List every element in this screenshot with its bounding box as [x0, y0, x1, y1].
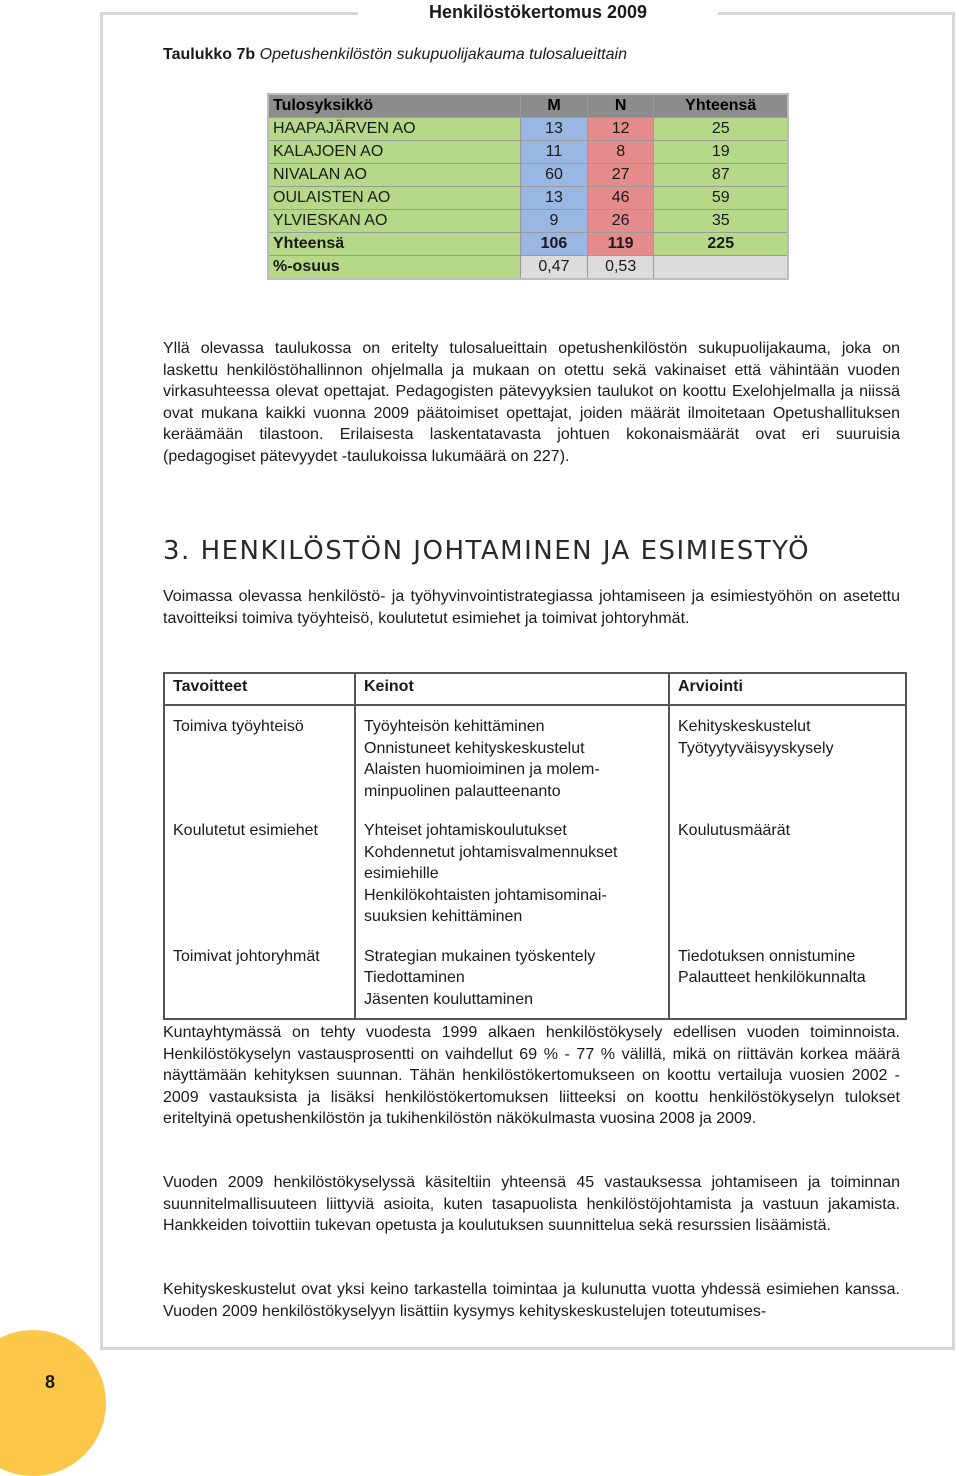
evaluation-cell	[669, 936, 906, 1020]
header-goals: Tavoitteet	[164, 673, 355, 705]
table-caption-label: Taulukko 7b	[163, 46, 256, 63]
means-cell	[355, 705, 669, 810]
means-cell	[355, 810, 669, 936]
evaluation-line: Palautteet henkilökunnalta	[678, 969, 866, 986]
table-row	[268, 164, 788, 187]
total-cell: 59	[654, 187, 788, 210]
evaluation-cell	[669, 705, 906, 810]
header-total: Yhteensä	[654, 94, 788, 118]
evaluation-line: Koulutusmäärät	[678, 822, 791, 839]
means-line: Yhteiset johtamiskoulutukset	[364, 822, 567, 839]
n-cell: 119	[587, 233, 654, 256]
header-rule-right	[718, 12, 955, 15]
unit-cell: Yhteensä	[268, 233, 521, 256]
header-rule-left	[100, 12, 358, 15]
goal-text: Koulutetut esimiehet	[173, 822, 318, 839]
means-line: Työyhteisön kehittäminen	[364, 718, 545, 735]
n-cell: 26	[587, 210, 654, 233]
table-percent-row	[268, 256, 788, 280]
n-cell: 27	[587, 164, 654, 187]
n-cell: 46	[587, 187, 654, 210]
total-cell: 87	[654, 164, 788, 187]
evaluation-line: Työtyytyväisyyskysely	[678, 739, 834, 757]
goal-cell	[164, 936, 355, 1020]
evaluation-line: Tiedotuksen onnistumine	[678, 947, 856, 965]
unit-cell: KALAJOEN AO	[268, 141, 521, 164]
unit-cell: %-osuus	[268, 256, 521, 280]
goal-cell	[164, 705, 355, 810]
table-header-row	[268, 94, 788, 118]
means-line: suuksien kehittäminen	[364, 908, 523, 925]
unit-cell: YLVIESKAN AO	[268, 210, 521, 233]
total-cell: 25	[654, 118, 788, 141]
goal-cell	[164, 810, 355, 936]
report-title: Henkilöstökertomus 2009	[428, 2, 648, 22]
n-cell: 12	[587, 118, 654, 141]
m-cell: 13	[521, 187, 588, 210]
table-row	[268, 187, 788, 210]
table-row	[268, 118, 788, 141]
goals-header-row	[164, 673, 906, 705]
means-line: Jäsenten kouluttaminen	[364, 990, 533, 1008]
total-cell: 225	[654, 233, 788, 256]
means-line: Kohdennetut johtamisvalmennukset	[364, 843, 618, 861]
paragraph-survey-history: Kuntayhtymässä on tehty vuodesta 1999 alkaen henkilöstökysely edellisen vuoden toiminnoista. Henkilöstökyselyn vastausprosentti on vaihdellut 69 % - 77 % välillä, mikä on riittävän korkea määrä näyttämään kehityksen suunnan. Tähän henkilöstökertomukseen on koottu vertailuja vuosien 2002 - 2009 vastauksista ja lisäksi henkilöstökertomuksen liitteeksi on koottu henkilöstökyselyn tulokset eriteltyinä opetushenkilöstön ja tukihenkilöstön näkökulmasta vuosina 2008 ja 2009.	[163, 1024, 900, 1127]
n-cell: 0,53	[587, 256, 654, 280]
paragraph-development-discussions: Kehityskeskustelut ovat yksi keino tarkastella toimintaa ja kulunutta vuotta yhdessä esimiehen kanssa. Vuoden 2009 henkilöstökyselyyn lisättiin kysymys kehityskeskustelujen toteutumises-	[163, 1281, 900, 1320]
unit-cell: NIVALAN AO	[268, 164, 521, 187]
means-line: esimiehille	[364, 865, 439, 882]
header-m: M	[521, 94, 588, 118]
header-unit: Tulosyksikkö	[268, 94, 521, 118]
goals-row	[164, 936, 906, 1020]
paragraph-table-explanation: Yllä olevassa taulukossa on eritelty tulosalueittain opetushenkilöstön sukupuolijakauma, joka on laskettu henkilöstöhallinnon ohjelmalla ja mukaan on otettu sekä vakinaiset että vähintään vuoden virkasuhteessa olevat opettajat. Pedagogisten pätevyyksien taulukot on koottu Exelohjelmalla ja niissä ovat mukana kaikki vuonna 2009 päätoimiset opettajat, joiden määrät ilmoitetaan Opetushallituksen keräämään tilastoon. Erilaisesta laskentatavasta johtuen kokonaismäärät ovat eri suuruisia (pedagogiset pätevyydet -taulukoissa lukumäärä on 227).	[163, 340, 900, 465]
means-line: Alaisten huomioiminen ja molem-	[364, 761, 600, 778]
goal-text: Toimivat johtoryhmät	[173, 947, 320, 965]
goals-row	[164, 705, 906, 810]
evaluation-line: Kehityskeskustelut	[678, 718, 811, 735]
gender-distribution-table	[267, 93, 789, 280]
means-line: Henkilökohtaisten johtamisominai-	[364, 886, 607, 904]
means-cell	[355, 936, 669, 1020]
means-line: Strategian mukainen työskentely	[364, 947, 596, 965]
page-number: 8	[44, 1372, 55, 1392]
m-cell: 0,47	[521, 256, 588, 280]
goals-row	[164, 810, 906, 936]
goals-table	[163, 672, 907, 1020]
table-row	[268, 210, 788, 233]
m-cell: 11	[521, 141, 588, 164]
goal-text: Toimiva työyhteisö	[173, 718, 304, 735]
means-line: Tiedottaminen	[364, 969, 465, 986]
unit-cell: HAAPAJÄRVEN AO	[268, 118, 521, 141]
table-row	[268, 141, 788, 164]
header-means: Keinot	[355, 673, 669, 705]
total-cell	[654, 256, 788, 280]
n-cell: 8	[587, 141, 654, 164]
paragraph-survey-2009: Vuoden 2009 henkilöstökyselyssä käsiteltiin yhteensä 45 vastauksessa johtamiseen ja toiminnan suunnitelmallisuuteen liittyviä asioita, kuten tasapuolista henkilöstöjohtamista ja vastuun jakamista. Hankkeiden toivottiin tukevan opetusta ja koulutuksen suunnittelua sekä resurssien lisäämistä.	[163, 1174, 900, 1234]
m-cell: 60	[521, 164, 588, 187]
m-cell: 13	[521, 118, 588, 141]
m-cell: 106	[521, 233, 588, 256]
table-caption-title: Opetushenkilöstön sukupuolijakauma tulosalueittain	[259, 46, 627, 63]
page-number-badge	[0, 1330, 106, 1476]
header-evaluation: Arviointi	[669, 673, 906, 705]
means-line: Onnistuneet kehityskeskustelut	[364, 739, 585, 757]
unit-cell: OULAISTEN AO	[268, 187, 521, 210]
table-caption	[163, 44, 627, 66]
header-n: N	[587, 94, 654, 118]
table-total-row	[268, 233, 788, 256]
total-cell: 35	[654, 210, 788, 233]
section-heading: 3. HENKILÖSTÖN JOHTAMINEN JA ESIMIESTYÖ	[163, 536, 811, 566]
paragraph-strategy: Voimassa olevassa henkilöstö- ja työhyvinvointistrategiassa johtamiseen ja esimiestyöhön on asetettu tavoitteiksi toimiva työyhteisö, koulutetut esimiehet ja toimivat johtoryhmät.	[163, 588, 900, 627]
means-line: minpuolinen palautteenanto	[364, 782, 561, 800]
m-cell: 9	[521, 210, 588, 233]
evaluation-cell	[669, 810, 906, 936]
total-cell: 19	[654, 141, 788, 164]
